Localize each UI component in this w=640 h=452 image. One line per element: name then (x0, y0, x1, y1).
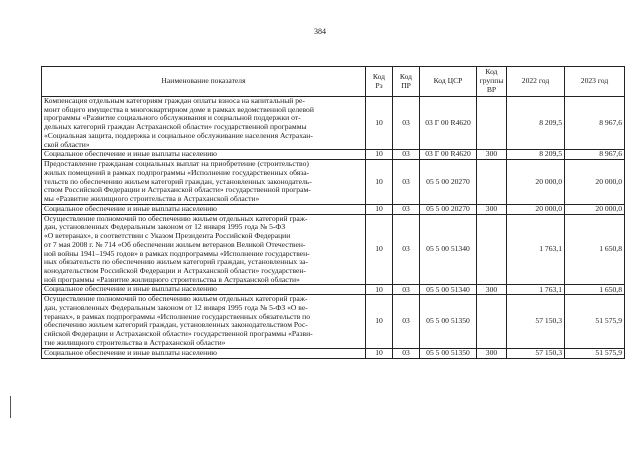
row-name-line: от 7 мая 2008 г. № 714 «Об обеспечении жильем ветеранов Великой Отечествен- (44, 239, 306, 249)
row-rz-cell: 10 (366, 285, 393, 295)
header-name: Наименование показателя (42, 67, 366, 97)
table-row (42, 348, 625, 358)
row-name-cell (42, 160, 366, 205)
row-2022-cell: 57 150,3 (507, 348, 565, 358)
row-2022-cell: 20 000,0 (507, 160, 565, 205)
row-name-line: ной войны 1941–1945 годов» в рамках подпрограммы «Исполнение государствен- (44, 248, 310, 258)
row-vr-cell (477, 214, 507, 285)
row-rz-cell: 10 (366, 348, 393, 358)
row-rz-cell: 10 (366, 214, 393, 285)
row-pr-cell: 03 (393, 160, 420, 205)
header-pr-line: ПР (401, 80, 411, 90)
row-vr-cell (477, 160, 507, 205)
row-name-line: обеспечению жильем категорий граждан, установленных законодательством Рос- (44, 320, 308, 330)
row-vr-cell (477, 295, 507, 348)
row-2023-cell: 51 575,9 (565, 295, 625, 348)
row-pr-cell: 03 (393, 204, 420, 214)
row-vr-cell (477, 97, 507, 150)
row-name-cell (42, 214, 366, 285)
row-name-cell (42, 295, 366, 348)
header-pr-line: Код (399, 71, 413, 81)
row-name-line: конодательством Российской Федерации и Астраханской области» государствен- (44, 265, 306, 275)
row-name-line: монт общего имущества в многоквартирном доме в рамках ведомственной целевой (44, 104, 314, 114)
row-2023-cell: 8 967,6 (565, 97, 625, 150)
row-name-line: Социальное обеспечение и иные выплаты населению (44, 204, 217, 213)
page-number: 384 (314, 27, 326, 36)
row-pr-cell: 03 (393, 348, 420, 358)
header-2023: 2023 год (565, 67, 625, 97)
header-vr-line: ВР (486, 84, 497, 94)
row-pr-cell: 03 (393, 97, 420, 150)
table-row (42, 285, 625, 295)
row-name-line: тельств по обеспечению жильем категорий граждан, установленных законодатель- (44, 176, 312, 186)
row-name-line: мы «Развитие жилищного строительства в Астраханской области» (44, 194, 260, 204)
row-name-line: «О ветеранах», в соответствии с Указом Президента Российской Федерации (44, 231, 291, 241)
scan-margin-mark (10, 396, 11, 418)
table-row (42, 204, 625, 214)
row-pr-cell: 03 (393, 214, 420, 285)
row-2023-cell: 1 650,8 (565, 285, 625, 295)
row-name-line: дан, установленных Федеральным законом от 12 января 1995 года № 5-ФЗ (44, 222, 286, 232)
row-name-line: ской области» (44, 139, 90, 149)
row-csr-cell: 05 5 00 20270 (420, 160, 477, 205)
budget-table (41, 66, 625, 359)
row-name-line: Компенсация отдельным категориям граждан оплаты взноса на капитальный ре- (44, 96, 305, 105)
row-csr-cell: 03 Г 00 R4620 (420, 97, 477, 150)
row-csr-cell: 05 5 00 51340 (420, 285, 477, 295)
row-vr-cell: 300 (477, 150, 507, 160)
header-rz-line: Рз (375, 80, 383, 90)
row-csr-cell: 03 Г 00 R4620 (420, 150, 477, 160)
header-pr (393, 67, 420, 97)
row-pr-cell: 03 (393, 150, 420, 160)
row-name-line: дан, установленных Федеральным законом от 12 января 1995 года № 5-ФЗ «О ве- (44, 303, 308, 313)
header-rz-line: Код (372, 71, 386, 81)
row-name-line: Социальное обеспечение и иные выплаты населению (44, 284, 217, 294)
row-2023-cell: 51 575,9 (565, 348, 625, 358)
row-name-line: ных обязательств по обеспечению жильем категорий граждан, установленных за- (44, 257, 309, 267)
row-name-line: тие жилищного строительства в Астраханской области» (44, 337, 226, 347)
row-pr-cell: 03 (393, 285, 420, 295)
row-name-line: Осуществление полномочий по обеспечению жильем отдельных категорий граж- (44, 294, 308, 304)
row-name-line: ством Российской Федерации и Астраханской области» государственной програм- (44, 185, 311, 195)
row-csr-cell: 05 5 00 51340 (420, 214, 477, 285)
table-row (42, 150, 625, 160)
header-row (42, 67, 625, 97)
table-row (42, 97, 625, 150)
row-2022-cell: 8 209,5 (507, 97, 565, 150)
row-name-line: Социальное обеспечение и иные выплаты населению (44, 348, 217, 357)
row-2022-cell: 1 763,1 (507, 285, 565, 295)
row-2023-cell: 20 000,0 (565, 160, 625, 205)
header-vr-line: Код (485, 67, 498, 77)
row-vr-cell: 300 (477, 204, 507, 214)
row-name-line: ной программы «Развитие жилищного строительства в Астраханской области» (44, 274, 300, 284)
row-name-line: дельных категорий граждан Астраханской области» государственной программы (44, 122, 307, 132)
row-rz-cell: 10 (366, 295, 393, 348)
table-row (42, 160, 625, 205)
row-rz-cell: 10 (366, 204, 393, 214)
row-rz-cell: 10 (366, 150, 393, 160)
row-2022-cell: 8 209,5 (507, 150, 565, 160)
row-pr-cell: 03 (393, 295, 420, 348)
row-name-cell (42, 150, 366, 160)
row-name-line: Социальное обеспечение и иные выплаты населению (44, 149, 217, 159)
row-csr-cell: 05 5 00 51350 (420, 348, 477, 358)
row-name-cell (42, 204, 366, 214)
row-rz-cell: 10 (366, 97, 393, 150)
row-name-line: Предоставление гражданам социальных выплат на приобретение (строительство) (44, 159, 309, 169)
row-2023-cell: 20 000,0 (565, 204, 625, 214)
header-rz (366, 67, 393, 97)
row-name-line: теранах», в рамках подпрограммы «Исполнение государственных обязательств по (44, 311, 311, 321)
row-vr-cell: 300 (477, 348, 507, 358)
row-name-line: жилых помещений в рамках подпрограммы «Исполнение государственных обяза- (44, 167, 310, 177)
row-name-cell (42, 348, 366, 358)
row-2022-cell: 57 150,3 (507, 295, 565, 348)
table-row (42, 295, 625, 348)
header-vr (477, 67, 507, 97)
row-name-line: программы «Развитие социального обслуживания и социальной поддержки от- (44, 113, 301, 123)
row-2023-cell: 8 967,6 (565, 150, 625, 160)
row-name-line: «Социальная защита, поддержка и социальное обслуживание населения Астрахан- (44, 130, 313, 140)
row-csr-cell: 05 5 00 20270 (420, 204, 477, 214)
header-2022: 2022 год (507, 67, 565, 97)
header-csr: Код ЦСР (420, 67, 477, 97)
header-vr-line: группы (479, 76, 504, 86)
row-name-line: Осуществление полномочий по обеспечению жильем отдельных категорий граж- (44, 214, 308, 223)
row-2022-cell: 1 763,1 (507, 214, 565, 285)
table-row (42, 214, 625, 285)
row-name-line: сийской Федерации и Астраханской области» государственной программы «Разви- (44, 329, 313, 339)
row-2023-cell: 1 650,8 (565, 214, 625, 285)
row-vr-cell: 300 (477, 285, 507, 295)
row-name-cell (42, 97, 366, 150)
row-csr-cell: 05 5 00 51350 (420, 295, 477, 348)
row-2022-cell: 20 000,0 (507, 204, 565, 214)
row-name-cell (42, 285, 366, 295)
row-rz-cell: 10 (366, 160, 393, 205)
